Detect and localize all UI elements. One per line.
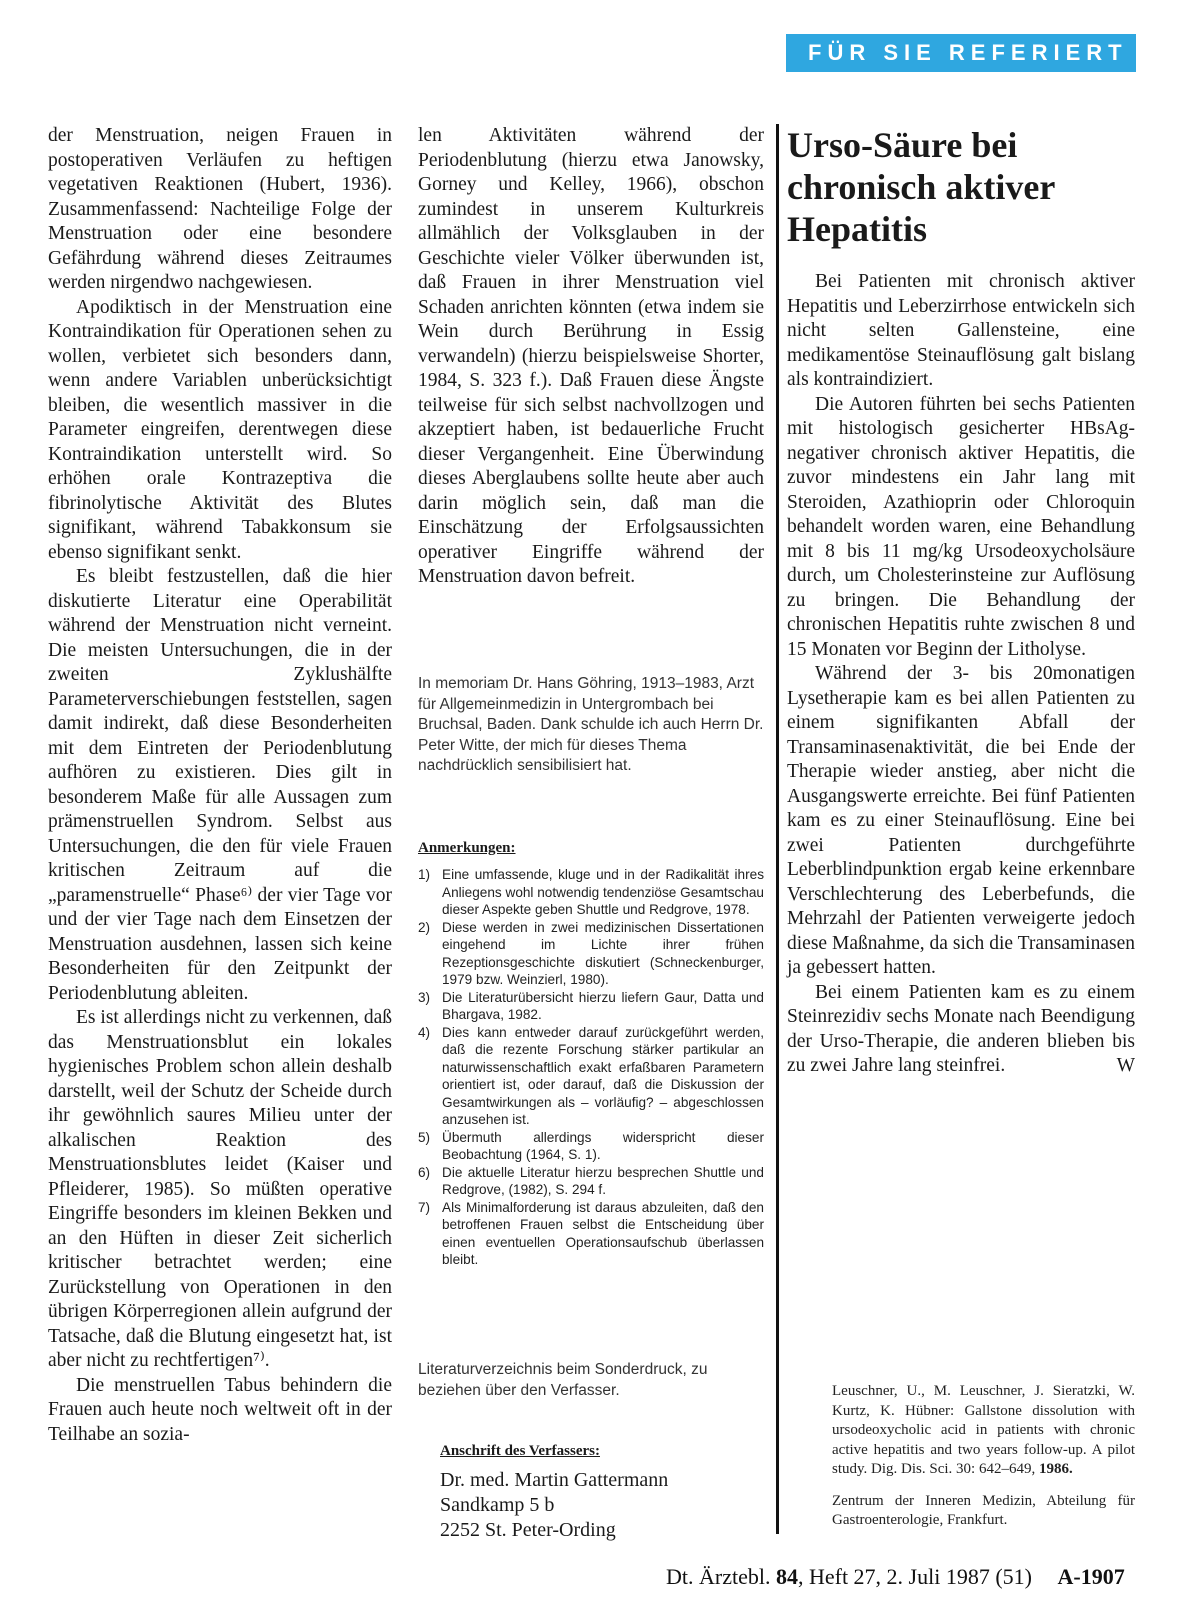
column-divider <box>776 124 779 1534</box>
note-text: Übermuth allerdings widerspricht dieser Beobachtung (1964, S. 1). <box>442 1129 764 1162</box>
note-number: 2) <box>418 919 431 935</box>
note-text: Eine umfassende, kluge und in der Radikalität ihres Anliegens wohl notwendig tendenziöse Gesamtschau dieser Aspekte geben Shuttle und Redgrove, 1978. <box>442 867 764 917</box>
note-item <box>418 1024 764 1129</box>
paragraph: Es bleibt festzustellen, daß die hier diskutierte Literatur eine Operabilität während der Menstruation nicht verneint. Die meisten Untersuchungen, die in der zweiten Zyklushälfte Parameterverschiebungen feststellen, sagen damit indirekt, daß diese Besonderheiten mit dem Eintreten der Periodenblutung aufhören zu existieren. Dies gilt in besonderem Maße für alle Aussagen zum prämenstruellen Syndrom. Selbst aus Untersuchungen, die den für viele Frauen kritischen Zeitraum auf die „paramenstruelle“ Phase⁶⁾ der vier Tage vor und der vier Tage nach dem Einsetzen der Menstruation ausdehnen, lassen sich keine Besonderheiten für den Zeitpunkt der Periodenblutung ableiten. <box>48 566 392 1004</box>
notes-heading: Anmerkungen: <box>418 840 516 856</box>
address-line: 2252 St. Peter-Ording <box>440 1519 616 1541</box>
note-text: Die aktuelle Literatur hierzu besprechen Shuttle und Redgrove, (1982), S. 294 f. <box>442 1164 764 1197</box>
literature-note: Literaturverzeichnis beim Sonderdruck, zu beziehen über den Verfasser. <box>418 1361 708 1399</box>
journal-name: Dt. Ärztebl. <box>666 1564 771 1589</box>
address-line: Dr. med. Martin Gattermann <box>440 1469 669 1491</box>
paragraph: Es ist allerdings nicht zu verkennen, daß das Menstruationsblut ein lokales hygienisches Problem schon allein deshalb darstellt, weil der Schutz der Scheide durch ihr gewöhnlich saures Milieu unter der alkalischen Reaktion des Menstruationsblutes leidet (Kaiser und Pfleiderer, 1985). So müßten operative Eingriffe besonders im kleinen Bekken und an den Hüften in dieser Zeit sicherlich kritischer betrachtet werden; eine Zurückstellung von Operationen in den übrigen Körperregionen allein aufgrund der Tatsache, daß die Blutung eingesetzt hat, ist aber nicht zu rechtfertigen⁷⁾. <box>48 1007 392 1371</box>
author-signoff: W <box>1116 1055 1135 1076</box>
note-item <box>418 1129 764 1164</box>
note-text: Dies kann entweder darauf zurückgeführt werden, daß die rezente Forschung stärker partikular an naturwissenschaftlich exakt erfaßbaren Parametern orientiert ist, oder darauf, daß die Diskussion der Gesamtwirkungen als – vorläufig? – abgeschlossen anzusehen ist. <box>442 1024 764 1127</box>
section-banner: FÜR SIE REFERIERT <box>786 34 1136 72</box>
citation-block <box>832 1382 1135 1543</box>
memoriam-note: In memoriam Dr. Hans Göhring, 1913–1983, Arzt für Allgemeinmedizin in Untergrombach bei Bruchsal, Baden. Dank schulde ich auch Herrn Dr. Peter Witte, der mich für dieses Thema nachdrücklich sensibilisiert hat. <box>418 675 764 774</box>
paragraph: Bei Patienten mit chronisch aktiver Hepatitis und Leberzirrhose entwickeln sich nicht selten Gallensteine, eine medikamentöse Steinauflösung galt bislang als kontraindiziert. <box>787 271 1135 390</box>
paragraph: Die menstruellen Tabus behindern die Frauen auch heute noch weltweit oft in der Teilhabe an sozia- <box>48 1374 392 1445</box>
note-item <box>418 989 764 1024</box>
address-heading: Anschrift des Verfassers: <box>440 1443 600 1459</box>
note-number: 5) <box>418 1129 431 1145</box>
note-text: Diese werden in zwei medizinischen Dissertationen eingehend im Lichte ihrer frühen Rezeptionsgeschichte diskutiert (Schneckenburger, 1979 bzw. Weinzierl, 1980). <box>442 919 764 987</box>
note-item <box>418 866 764 919</box>
paragraph: Apodiktisch in der Menstruation eine Kontraindikation für Operationen sehen zu wollen, verbietet sich besonders dann, wenn andere Variablen unberücksichtigt bleiben, die wesentlich massiver in die Parameter eingreifen, derentwegen diese Kontraindikation unterstellt wird. So erhöhen orale Kontrazeptiva die fibrinolytische Aktivität des Blutes signifikant, während Tabakkonsum sie ebenso signifikant senkt. <box>48 296 392 563</box>
paragraph: len Aktivitäten während der Periodenblutung (hierzu etwa Janowsky, Gorney und Kelley, 1966), obschon zumindest in unserem Kulturkreis allmählich der Volksglauben in der Geschichte vieler Völker überwunden ist, daß Frauen in ihrer Menstruation viel Schaden anrichten könnten (etwa indem sie Wein durch Berührung in Essig verwandeln) (hierzu beispielsweise Shorter, 1984, S. 323 f.). Daß Frauen diese Ängste teilweise für sich selbst nachvollzogen und akzeptiert haben, ist bedauerliche Frucht dieser Vergangenheit. Eine Überwindung dieses Aberglaubens sollte heute aber auch darin möglich sein, daß man die Einschätzung der Erfolgsaussichten operativer Eingriffe während der Menstruation davon befreit. <box>418 125 764 587</box>
note-number: 4) <box>418 1024 431 1040</box>
notes-list <box>418 866 764 1269</box>
note-text: Als Minimalforderung ist daraus abzuleiten, daß den betroffenen Frauen selbst die Entscheidung über einen eventuellen Operationsaufschub überlassen bleibt. <box>442 1199 764 1267</box>
citation-year: 1986. <box>1038 1461 1073 1477</box>
page-number: A-1907 <box>1057 1564 1125 1589</box>
paragraph-text: Bei einem Patienten kam es zu einem Steinrezidiv sechs Monate nach Beendigung der Urso-Therapie, die anderen blieben bis zu zwei Jahre lang steinfrei. <box>787 981 1135 1076</box>
citation-text: Leuschner, U., M. Leuschner, J. Sieratzki, W. Kurtz, K. Hübner: Gallstone dissolution with ursodeoxycholic acid in patients with chronic active hepatitis and two years follow-up. A pilot study. Dig. Dis. Sci. 30: 642–649, <box>832 1383 1135 1477</box>
note-number: 3) <box>418 989 431 1005</box>
journal-issue: , Heft 27, 2. Juli 1987 (51) <box>797 1564 1032 1589</box>
journal-volume: 84 <box>775 1564 798 1589</box>
note-number: 6) <box>418 1164 431 1180</box>
article-headline: Urso-Säure bei chronisch aktiver Hepatitis <box>787 125 1055 249</box>
citation <box>832 1382 1135 1480</box>
page-footer <box>666 1564 1125 1590</box>
article-column-3 <box>787 124 1135 1079</box>
note-number: 1) <box>418 867 431 882</box>
note-item <box>418 1199 764 1269</box>
author-address <box>440 1468 668 1543</box>
note-text: Die Literaturübersicht hierzu liefern Gaur, Datta und Bhargava, 1982. <box>442 989 764 1022</box>
paragraph: Während der 3- bis 20monatigen Lysetherapie kam es bei allen Patienten zu einem signifikanten Abfall der Transaminasenaktivität, die bei Ende der Therapie wieder anstieg, aber nicht die Ausgangswerte erreichte. Bei fünf Patienten kam es zu einer Steinauflösung. Eine bei zwei Patienten durchgeführte Leberblindpunktion ergab keine erkennbare Verschlechterung des Leberbefunds, die Mehrzahl der Patienten verweigerte jedoch diese Maßnahme, da sich die Transaminasen ja gebessert hatten. <box>787 663 1135 978</box>
affiliation: Zentrum der Inneren Medizin, Abteilung für Gastroenterologie, Frankfurt. <box>832 1492 1135 1528</box>
address-line: Sandkamp 5 b <box>440 1494 555 1516</box>
note-item <box>418 1164 764 1199</box>
note-item <box>418 919 764 989</box>
article-column-1 <box>48 124 392 1447</box>
paragraph <box>787 981 1135 1079</box>
article-column-2 <box>418 124 764 590</box>
paragraph: Die Autoren führten bei sechs Patienten mit histologisch gesicherter HBsAg-negativer chronisch aktiver Hepatitis, die zuvor mindestens ein Jahr lang mit Steroiden, Azathioprin oder Chloroquin behandelt worden waren, eine Behandlung mit 8 bis 11 mg/kg Ursodeoxycholsäure durch, um Cholesterinsteine zur Auflösung zu bringen. Die Behandlung der chronischen Hepatitis ruhte zwischen 8 und 15 Monaten vor Beginn der Litholyse. <box>787 393 1135 660</box>
paragraph: der Menstruation, neigen Frauen in postoperativen Verläufen zu heftigen vegetativen Reaktionen (Hubert, 1936). Zusammenfassend: Nachteilige Folge der Menstruation oder eine besondere Gefährdung während dieses Zeitraumes werden nirgendwo nachgewiesen. <box>48 125 392 293</box>
note-number: 7) <box>418 1199 431 1215</box>
